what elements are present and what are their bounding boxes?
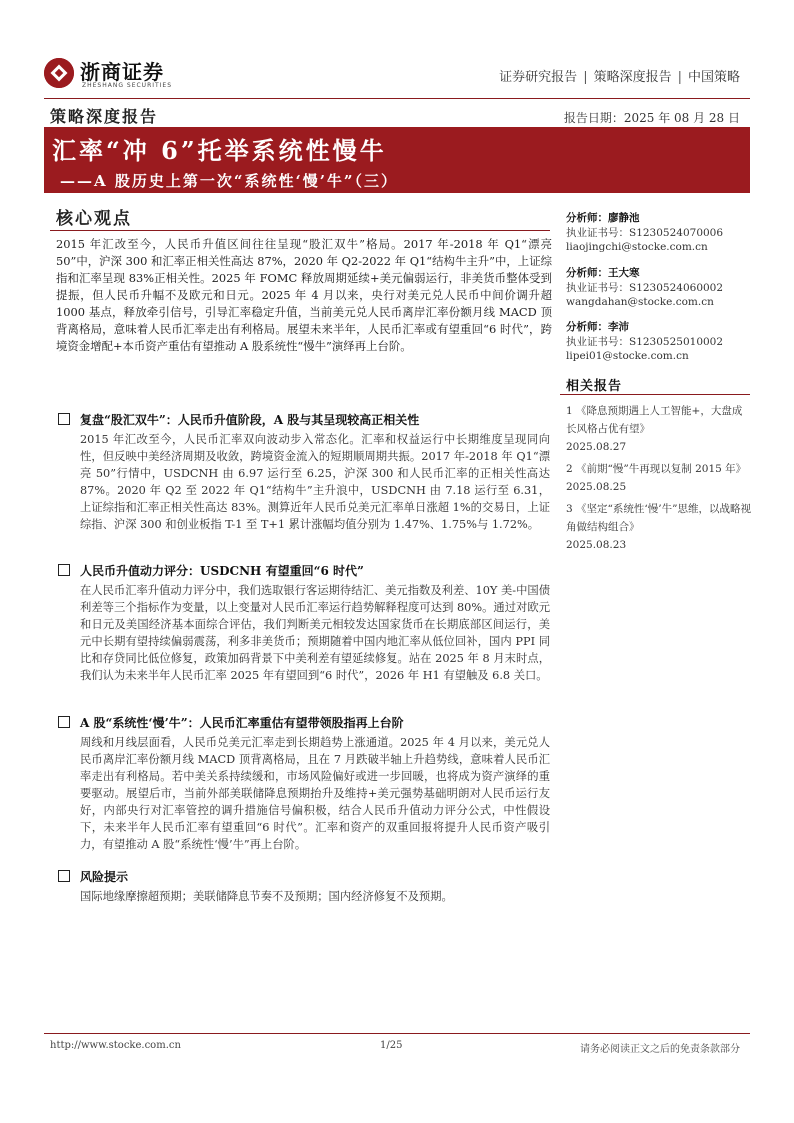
square-bullet-icon [58, 564, 70, 576]
report-title: 汇率“冲 6”托举系统性慢牛 [52, 136, 387, 165]
core-heading: 核心观点 [56, 209, 132, 229]
analyst-card [566, 266, 756, 310]
logo-name: 浙商证券 [80, 60, 164, 84]
square-bullet-icon [58, 870, 70, 882]
section-heading: 人民币升值动力评分：USDCNH 有望重回“6 时代” [80, 564, 364, 578]
logo-subtitle: ZHESHANG SECURITIES [82, 82, 173, 89]
related-reports-heading: 相关报告 [566, 379, 623, 394]
related-report-item[interactable] [566, 402, 752, 456]
analyst-email[interactable]: wangdahan@stocke.com.cn [566, 296, 714, 308]
related-report-number: 1 [566, 405, 573, 417]
core-divider [50, 230, 550, 231]
section-body: 在人民币汇率升值动力评分中，我们选取银行客运期待结汇、美元指数及利差、10Y 美-中国债利差等三个指标作为变量，以上变量对人民币汇率运行趋势解释程度可达到 80%。通过对欧元和日元及美国经济基本面综合评估，我们判断美元相较发达国家货币在长期底部区间运行，美元中长期有望持续偏弱震荡，利多非美货币；预期随着中国内地汇率从低位回补，国内 PPI 同比和存贷同比低位修复，政策加码背景下中美利差有望延续修复。站在 2025 年 8 月末时点，我们认为未来半年人民币汇率 2025 年有望回到“6 时代”，2026 年 H1 有望触及 6.8 关口。 [80, 584, 550, 682]
section-heading: A 股“系统性‘慢’牛”：人民币汇率重估有望带领股指再上台阶 [80, 716, 404, 730]
square-bullet-icon [58, 413, 70, 425]
analyst-email[interactable]: liaojingchi@stocke.com.cn [566, 241, 708, 253]
analyst-card [566, 211, 756, 255]
analyst-name: 王大寒 [608, 267, 640, 279]
related-report-date: 2025.08.27 [566, 441, 627, 453]
analyst-name: 廖静池 [608, 212, 640, 224]
page-number: 1/25 [380, 1040, 403, 1051]
nav-item-strategy-report: 策略深度报告 [593, 70, 672, 85]
related-divider [560, 394, 750, 395]
related-report-title: 《坚定“系统性‘慢’牛”思维，以战略视角做结构组合》 [566, 503, 751, 533]
document-type: 策略深度报告 [50, 107, 159, 126]
header-nav: 证券研究报告 | 策略深度报告 | 中国策略 [499, 70, 740, 85]
section-body: 2015 年汇改至今，人民币汇率双向波动步入常态化。汇率和权益运行中长期维度呈现同向性，但反映中美经济周期及收敛，跨境资金流入的短期顺周期共振。2017 年-2018 年 Q1“漂亮 50”行情中，USDCNH 由 6.97 运行至 6.25，沪深 300 和人民币汇率的正相关性高达 87%。2020 年 Q2 至 2022 年 Q1“结构牛”主升浪中，USDCNH 由 7.18 运行至 6.31，上证综指和汇率正相关性高达 83%。测算近年人民币兑美元汇率单日涨超 1%的交易日，上证综指、沪深 300 和创业板指 T-1 至 T+1 累计涨幅均值分别为 1.47%、1.75%与 1.72%。 [80, 433, 550, 531]
analyst-cert: 执业证书号：S1230525010002 [566, 335, 724, 348]
related-report-title: 《前期“慢”牛再现以复制 2015 年》 [576, 463, 747, 475]
related-report-number: 3 [566, 503, 573, 515]
footer-disclaimer: 请务必阅读正文之后的免责条款部分 [580, 1044, 740, 1055]
analyst-label: 分析师： [566, 212, 608, 224]
related-report-title: 《降息预期遇上人工智能+，大盘成长风格占优有望》 [566, 405, 743, 435]
section-heading: 复盘“股汇双牛”：人民币升值阶段，A 股与其呈现较高正相关性 [80, 413, 420, 427]
analyst-name: 李沛 [608, 321, 629, 333]
header-divider [44, 98, 750, 99]
report-date: 报告日期：2025 年 08 月 28 日 [563, 111, 740, 125]
section-body: 国际地缘摩擦超预期；美联储降息节奏不及预期；国内经济修复不及预期。 [80, 890, 453, 903]
footer-url[interactable]: http://www.stocke.com.cn [50, 1040, 181, 1051]
square-bullet-icon [58, 716, 70, 728]
related-report-date: 2025.08.25 [566, 481, 627, 493]
related-report-number: 2 [566, 463, 573, 475]
nav-item-china-strategy: 中国策略 [687, 70, 740, 85]
logo-mark-icon [44, 58, 74, 88]
analyst-cert: 执业证书号：S1230524070006 [566, 226, 724, 239]
related-report-date: 2025.08.23 [566, 539, 627, 551]
nav-item-research: 证券研究报告 [499, 70, 578, 85]
analyst-email[interactable]: lipei01@stocke.com.cn [566, 350, 689, 362]
related-report-item[interactable] [566, 500, 752, 554]
analyst-label: 分析师： [566, 321, 608, 333]
analyst-cert: 执业证书号：S1230524060002 [566, 281, 724, 294]
analyst-card [566, 320, 756, 364]
report-subtitle: ——A 股历史上第一次“系统性‘慢’牛”（三） [60, 172, 399, 190]
section-body: 周线和月线层面看，人民币兑美元汇率走到长期趋势上涨通道。2025 年 4 月以来，美元兑人民币离岸汇率份额月线 MACD 顶背离格局，且在 7 月跌破半轴上升趋势线，意味着人民币汇率走出有利格局。若中美关系持续缓和，市场风险偏好或进一步回暖，也将成为资产演绎的重要驱动。展望后市，当前外部美联储降息预期抬升及维持+美元强势基础明朗对人民币运行友好，内部央行对汇率管控的调升措施信号偏积极，结合人民币升值动力评分公式，中性假设下，未来半年人民币汇率有望重回“6 时代”。汇率和资产的双重回报将提升人民币资产吸引力，有望推动 A 股“系统性‘慢’牛”再上台阶。 [80, 736, 550, 851]
footer-divider [44, 1033, 750, 1034]
analyst-label: 分析师： [566, 267, 608, 279]
core-summary: 2015 年汇改至今，人民币升值区间往往呈现“股汇双牛”格局。2017 年-2018 年 Q1“漂亮 50”中，沪深 300 和汇率正相关性高达 87%，2020 年 Q2-2022 年 Q1“结构牛主升”中，上证综指和汇率呈现 83%正相关性。2025 年 FOMC 释放周期延续+美元偏弱运行，非美货币整体受到提振，但人民币升幅不及欧元和日元。2025 年 4 月以来，央行对美元兑人民币中间价调升超 1000 基点，释放牵引信号，引导汇率稳定升值，当前美元兑人民币离岸汇率份额月线 MACD 顶背离格局，意味着人民币汇率走出有利格局。展望未来半年，人民币汇率或有望重回“6 时代”，跨境资金增配+本币资产重估有望推动 A 股系统性“慢牛”演绎再上台阶。 [56, 237, 552, 353]
related-report-item[interactable] [566, 460, 752, 496]
section-heading: 风险提示 [80, 870, 129, 884]
